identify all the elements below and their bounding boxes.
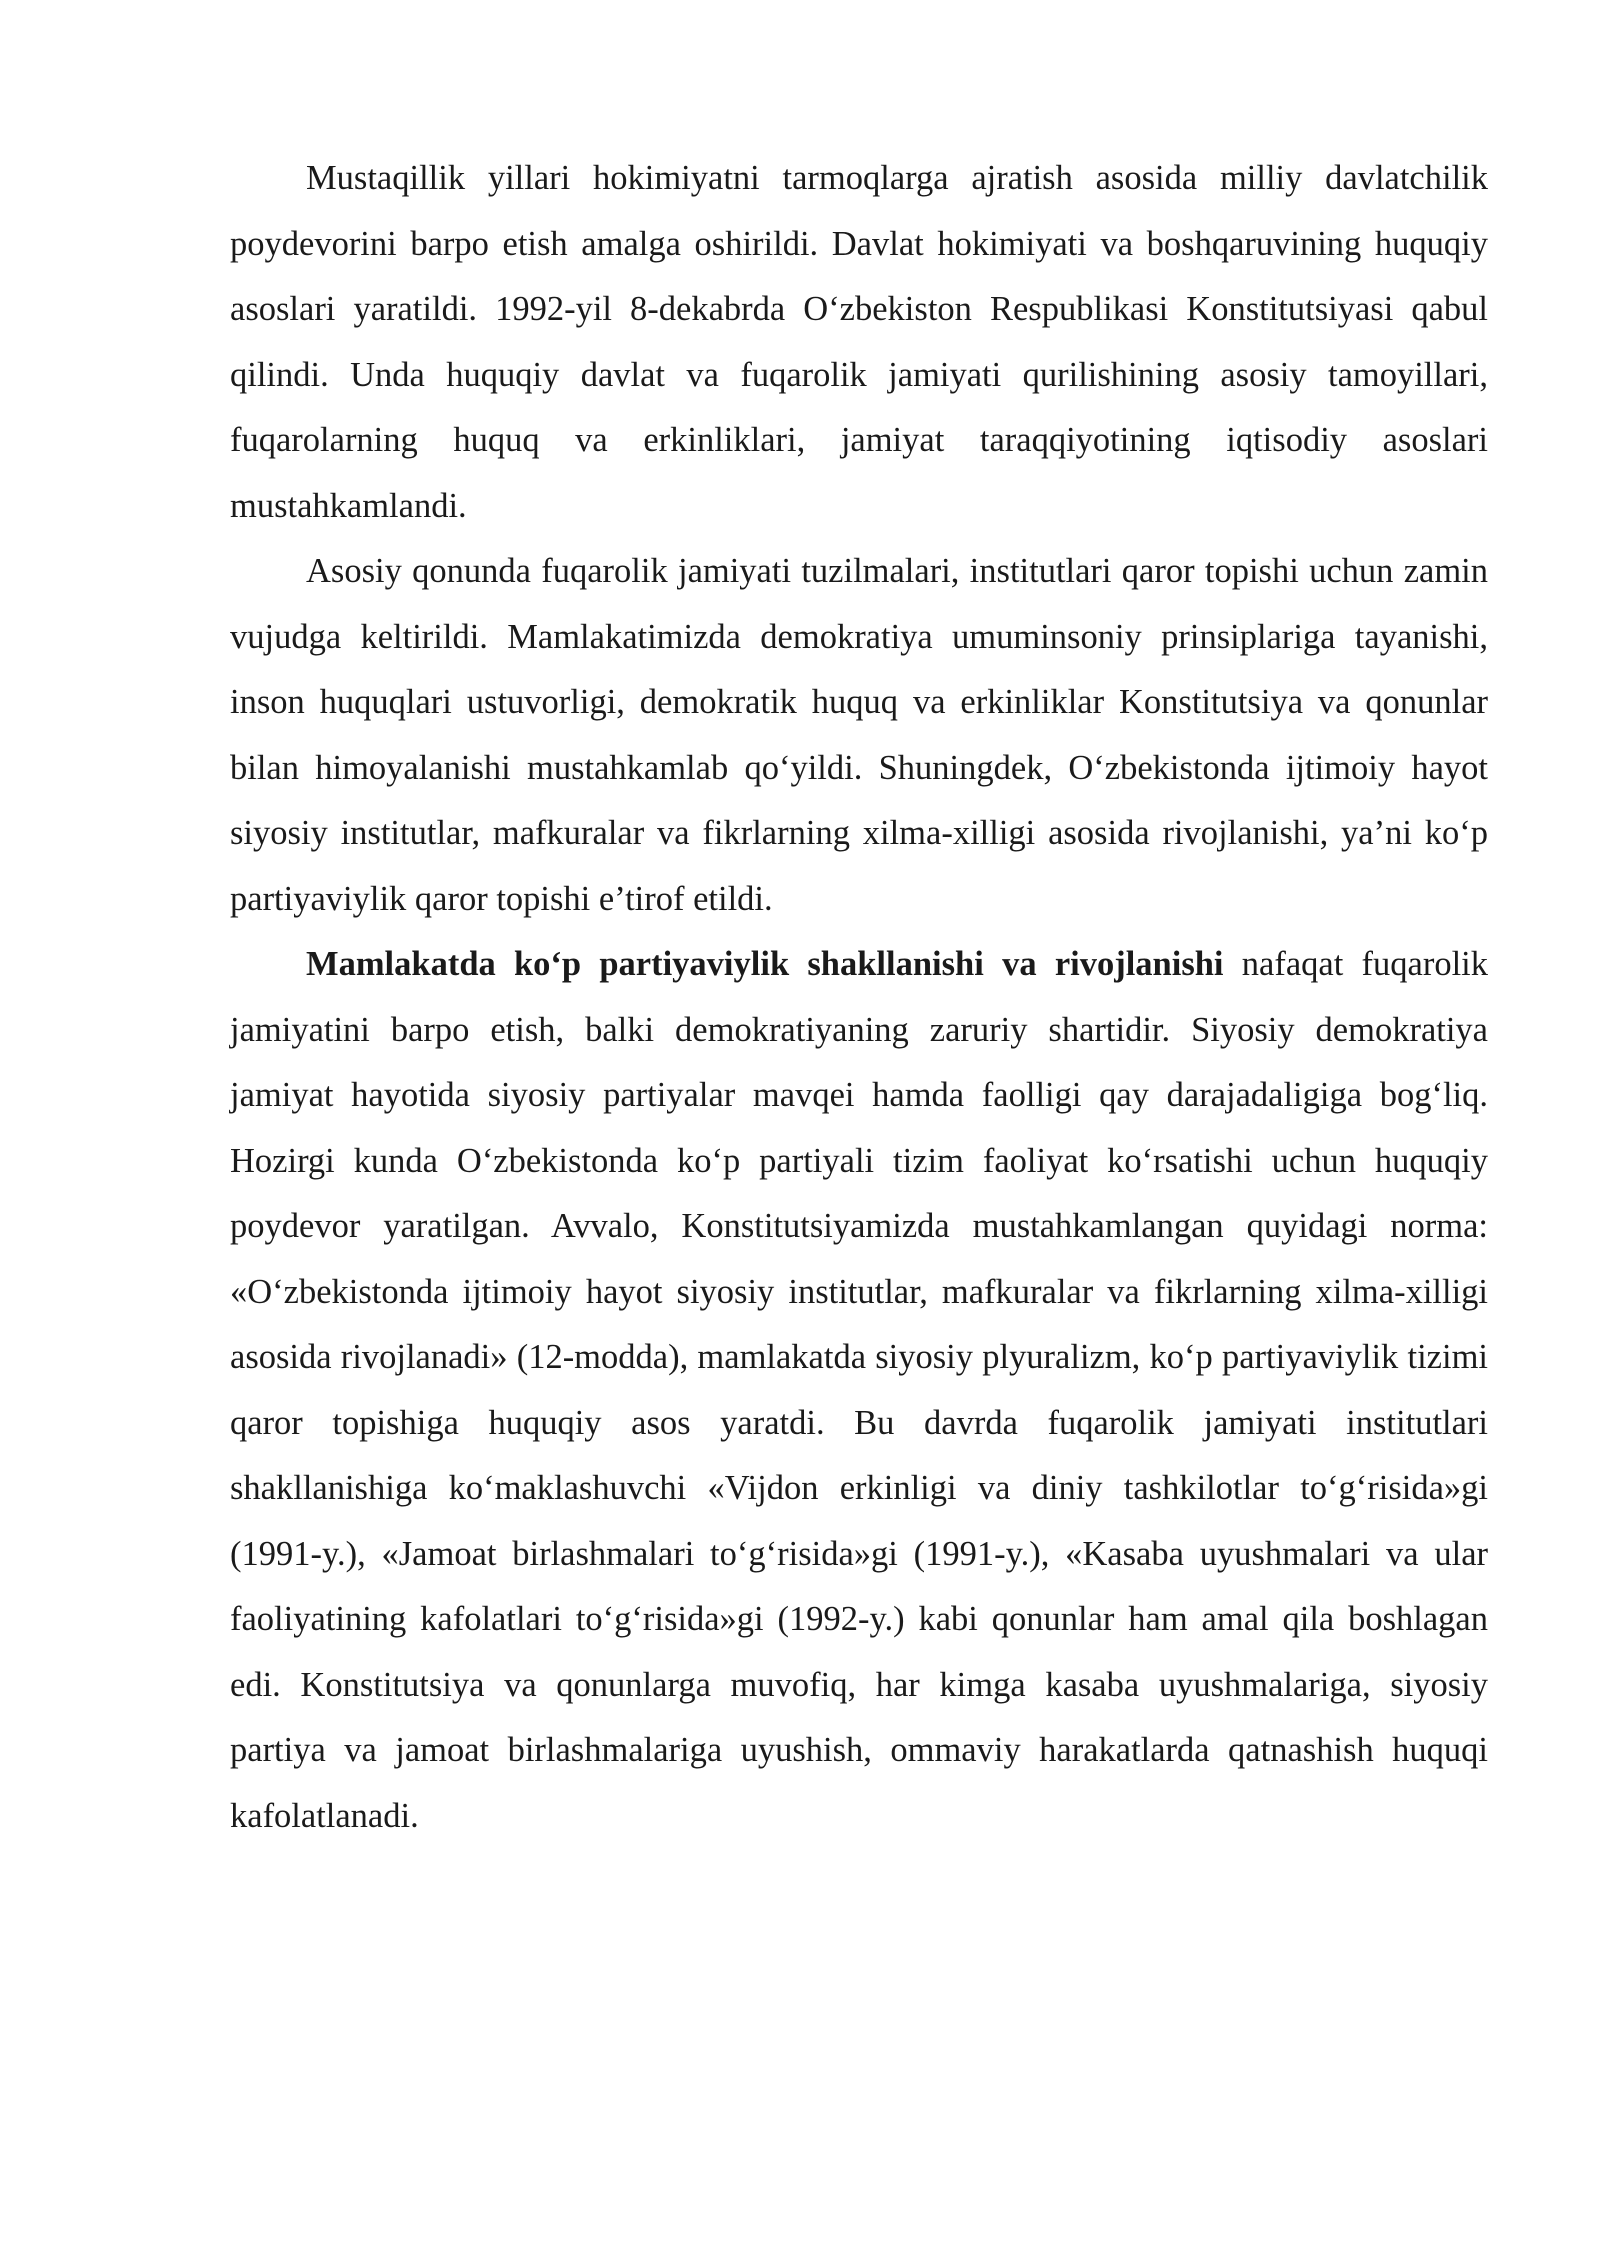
paragraph-3-text: nafaqat fuqarolik jamiyatini barpo etish, balki demokratiyaning zaruriy shartidir. Siyosiy demokratiya jamiyat hayotida siyosiy partiyalar mavqei hamda faolligi qay darajadaligiga bog‘liq. Hozirgi kunda O‘zbekistonda ko‘p partiyali tizim faoliyat ko‘rsatishi uchun huquqiy poydevor yaratilgan. Avvalo, Konstitutsiyamizda mustahkamlangan quyidagi norma: «O‘zbekistonda ijtimoiy hayot siyosiy institutlar, mafkuralar va fikrlarning xilma-xilligi asosida rivojlanadi» (12-modda), mamlakatda siyosiy plyuralizm, ko‘p partiyaviylik tizimi qaror topishiga huquqiy asos yaratdi. Bu davrda fuqarolik jamiyati institutlari shakllanishiga ko‘maklashuvchi «Vijdon erkinligi va diniy tashkilotlar to‘g‘risida»gi (1991-y.), «Jamoat birlashmalari to‘g‘risida»gi (1991-y.), «Kasaba uyushmalari va ular faoliyatining kafolatlari to‘g‘risida»gi (1992-y.) kabi qonunlar ham amal qila boshlagan edi. Konstitutsiya va qonunlarga muvofiq, har kimga kasaba uyushmalariga, siyosiy partiya va jamoat birlashmalariga uyushish, ommaviy harakatlarda qatnashish huquqi kafolatlanadi.: [230, 945, 1488, 1835]
paragraph-3: [230, 932, 1488, 1849]
paragraph-2-text: Asosiy qonunda fuqarolik jamiyati tuzilmalari, institutlari qaror topishi uchun zamin vujudga keltirildi. Mamlakatimizda demokratiya umuminsoniy prinsiplariga tayanishi, inson huquqlari ustuvorligi, demokratik huquq va erkinliklar Konstitutsiya va qonunlar bilan himoyalanishi mustahkamlab qo‘yildi. Shuningdek, O‘zbekistonda ijtimoiy hayot siyosiy institutlar, mafkuralar va fikrlarning xilma-xilligi asosida rivojlanishi, ya’ni ko‘p partiyaviylik qaror topishi e’tirof etildi.: [230, 552, 1488, 918]
paragraph-1: [230, 146, 1488, 539]
paragraph-1-text: Mustaqillik yillari hokimiyatni tarmoqlarga ajratish asosida milliy davlatchilik poydevorini barpo etish amalga oshirildi. Davlat hokimiyati va boshqaruvining huquqiy asoslari yaratildi. 1992-yil 8-dekabrda O‘zbekiston Respublikasi Konstitutsiyasi qabul qilindi. Unda huquqiy davlat va fuqarolik jamiyati qurilishining asosiy tamoyillari, fuqarolarning huquq va erkinliklari, jamiyat taraqqiyotining iqtisodiy asoslari mustahkamlandi.: [230, 159, 1488, 525]
document-page: [230, 146, 1488, 1849]
paragraph-3-bold-lead: Mamlakatda ko‘p partiyaviylik shakllanishi va rivojlanishi: [306, 945, 1224, 983]
paragraph-2: [230, 539, 1488, 932]
